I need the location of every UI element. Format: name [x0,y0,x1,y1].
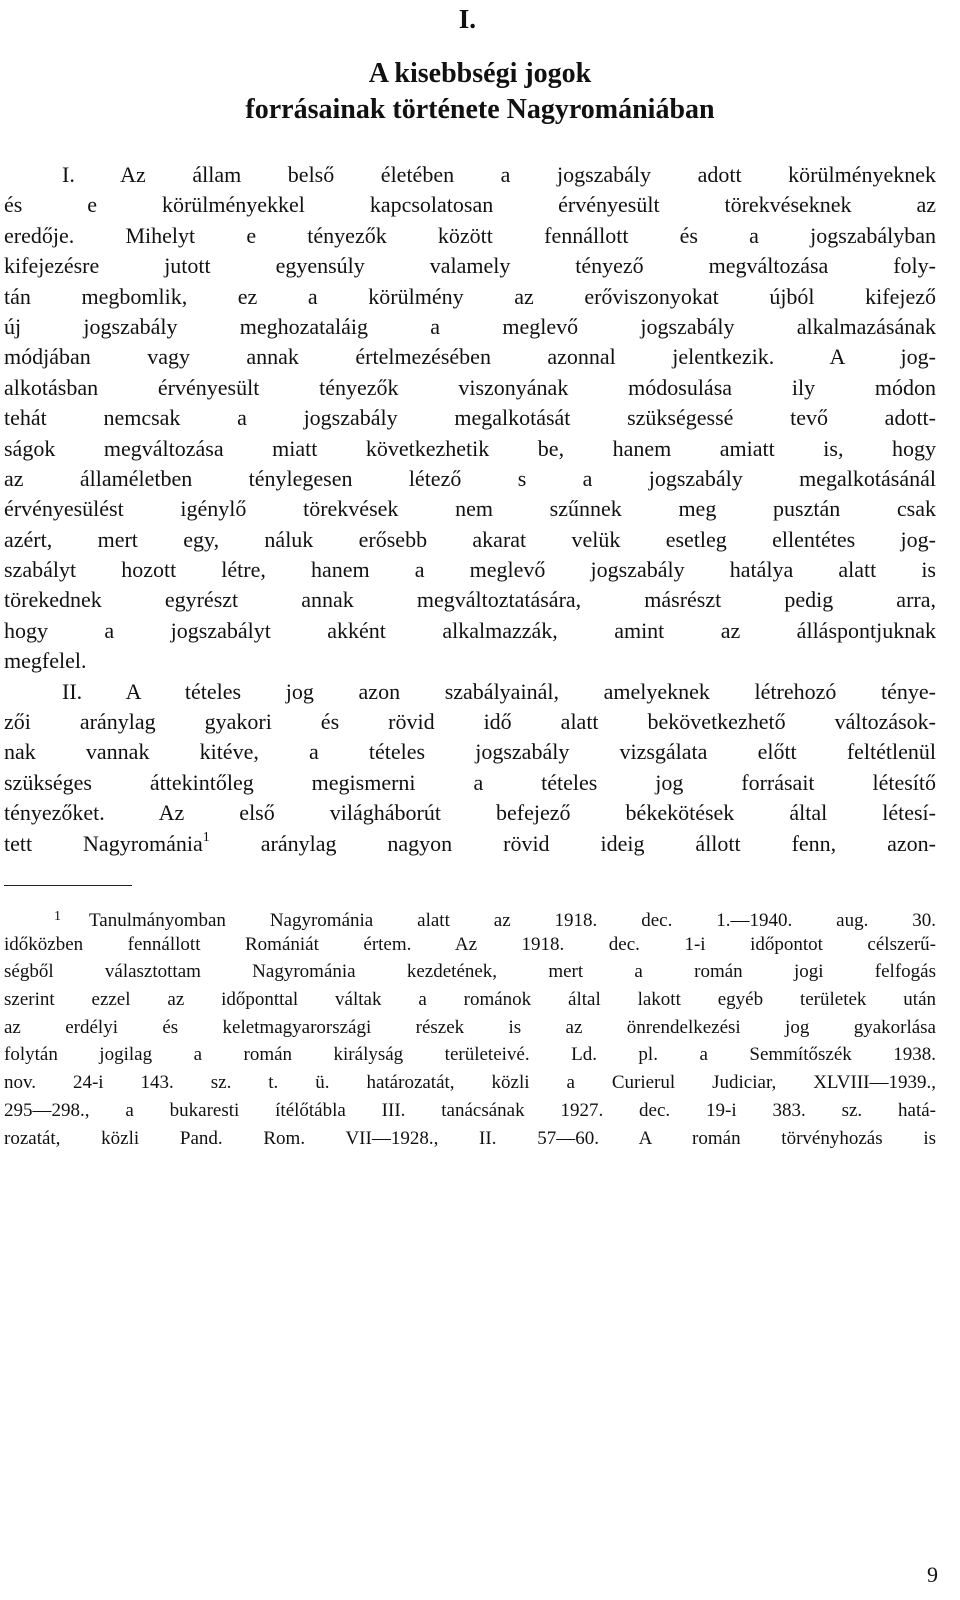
body-line: tehát nemcsak a jogszabály megalkotását szükségessé tevő adott- [4,405,936,431]
body-line: az államéletben ténylegesen létező s a jogszabály megalkotásánál [4,465,936,491]
page-title [0,56,960,128]
footnote-number: 1 [54,909,61,924]
body-line: hogy a jogszabályt akként alkalmazzák, amint az álláspontjuknak [4,617,936,643]
body-line-text: tett Nagyrománia [4,830,203,856]
body-line: II. A tételes jog azon szabályainál, amelyeknek létrehozó ténye- [62,678,936,704]
body-line: tán megbomlik, ez a körülmény az erőviszonyokat újból kifejező [4,283,936,309]
footnote-line: folytán jogilag a román királyság területeivé. Ld. pl. a Semmítőszék 1938. [4,1044,936,1066]
body-line: törekednek egyrészt annak megváltoztatására, másrészt pedig arra, [4,587,936,613]
body-line: nak vannak kitéve, a tételes jogszabály vizsgálata előtt feltétlenül [4,739,936,765]
footnote-line: nov. 24-i 143. sz. t. ü. határozatát, közli a Curierul Judiciar, XLVIII—1939., [4,1072,936,1094]
footnote-line: időközben fennállott Romániát értem. Az 1918. dec. 1-i időpontot célszerű- [4,933,936,955]
body-line: megfelel. [4,648,87,674]
footnote-line: ségből választottam Nagyrománia kezdetének, mert a román jogi felfogás [4,961,936,983]
body-paragraphs [4,160,936,859]
body-line: új jogszabály meghozataláig a meglevő jogszabály alkalmazásának [4,313,936,339]
footnote-separator [4,885,132,886]
footnote-line: az erdélyi és keletmagyarországi részek is az önrendelkezési jog gyakorlása [4,1016,936,1038]
body-line: eredője. Mihelyt e tényezők között fennállott és a jogszabályban [4,222,936,248]
body-line: módjában vagy annak értelmezésében azonnal jelentkezik. A jog- [4,344,936,370]
footnote-text: Tanulmányomban Nagyrománia alatt az 1918. dec. 1.—1940. aug. 30. [89,910,936,931]
chapter-number: I. [458,4,476,34]
body-line: azért, mert egy, náluk erősebb akarat velük esetleg ellentétes jog- [4,526,936,552]
body-line: szükséges áttekintőleg megismerni a tételes jog forrásait létesítő [4,769,936,795]
footnote-reference[interactable]: 1 [202,829,210,845]
body-line: érvényesülést igénylő törekvések nem szűnnek meg pusztán csak [4,496,936,522]
body-line: szabályt hozott létre, hanem a meglevő jogszabály hatálya alatt is [4,557,936,583]
title-line-2: forrásainak története Nagyromániában [245,94,715,125]
body-line: ságok megváltozása miatt következhetik be, hanem amiatt is, hogy [4,435,936,461]
body-line: és e körülményekkel kapcsolatosan érvényesült törekvéseknek az [4,192,936,218]
footnote-line: szerint ezzel az időponttal váltak a románok által lakott egyéb területek után [4,989,936,1011]
body-line: zői aránylag gyakori és rövid idő alatt bekövetkezhető változások- [4,709,936,735]
body-line: kifejezésre jutott egyensúly valamely tényező megváltozása foly- [4,253,936,279]
body-line: I. Az állam belső életében a jogszabály adott körülményeknek [62,162,936,187]
footnote [4,903,936,1152]
body-line: alkotásban érvényesült tényezők viszonyának módosulása ily módon [4,374,936,400]
title-line-1: A kisebbségi jogok [368,58,592,89]
body-line-with-footnote-ref [4,829,936,859]
footnote-line: 295—298., a bukaresti ítélőtábla III. tanácsának 1927. dec. 19-i 383. sz. hatá- [4,1099,936,1121]
footnote-line [4,903,936,931]
footnote-line: rozatát, közli Pand. Rom. VII—1928., II. 57—60. A román törvényhozás is [4,1127,936,1149]
page-number: 9 [927,1562,938,1587]
body-line: tényezőket. Az első világháborút befejező békekötések által létesí- [4,800,936,826]
body-line-text: aránylag nagyon rövid ideig állott fenn, azon- [209,830,936,856]
